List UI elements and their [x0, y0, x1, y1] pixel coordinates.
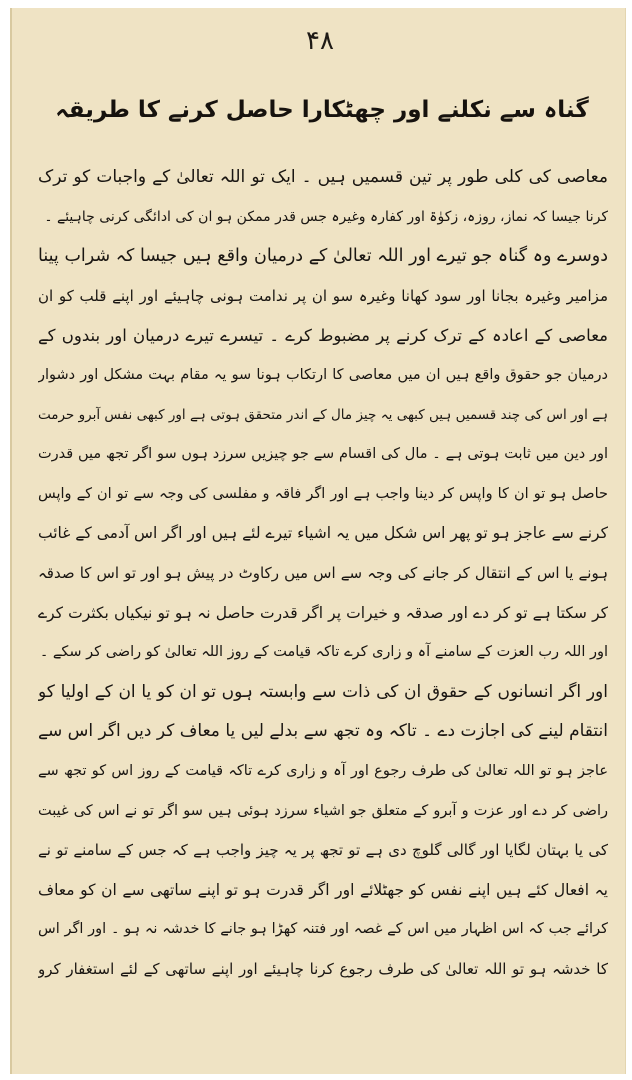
text-line: اور اللہ رب العزت کے سامنے آہ و زاری کرے تاکہ قیامت کے روز اللہ تعالیٰ کو راضی کر سکے ۔	[39, 644, 608, 661]
text-line: ہے اور اس کی چند قسمیں ہیں کبھی یہ چیز مال کے اندر متحقق ہوتی ہے اور کبھی نفس آبرو حرمت	[38, 406, 608, 423]
text-line: معاصی کے اعادہ کے ترک کرنے پر مضبوط کرے ۔ تیسرے تیرے درمیان اور بندوں کے	[38, 326, 608, 346]
text-line: دوسرے وہ گناہ جو تیرے اور اللہ تعالیٰ کے درمیان واقع ہیں جیسا کہ شراب پینا	[38, 246, 608, 267]
text-line: ہونے یا اس کے انتقال کر جانے کی وجہ سے اس میں رکاوٹ در پیش ہو اور تو اس کا صدقہ	[38, 563, 608, 582]
text-line: انتقام لینے کی اجازت دے ۔ تاکہ وہ تجھ سے بدلے لیں یا معاف کر دیں اگر اس سے	[38, 721, 608, 742]
chapter-title: گناہ سے نکلنے اور چھٹکارا حاصل کرنے کا طریقہ	[55, 97, 589, 123]
text-line: یہ افعال کئے ہیں اپنے نفس کو جھٹلائے اور اگر قدرت ہو تو اپنے ساتھی سے ان کو معاف	[38, 880, 608, 899]
text-line: کرائے جب کہ اس اظہار میں اس کے غصہ اور فتنہ کھڑا ہو جانے کا خدشہ نہ ہو ۔ اور اگر اس	[38, 921, 608, 938]
text-line: عاجز ہو تو اللہ تعالیٰ کی طرف رجوع اور آہ و زاری کرے تاکہ قیامت کے روز اس کو تجھ سے	[38, 762, 608, 779]
body-text	[38, 158, 608, 989]
text-line: کرنا جیسا کہ نماز، روزہ، زکوٰۃ اور کفارہ وغیرہ جس قدر ممکن ہو ان کی ادائگی کرنی چاہیئے ۔	[44, 208, 608, 225]
text-line: کر سکتا ہے تو کر دے اور صدقہ و خیرات پر اگر قدرت حاصل نہ ہو تو نیکیاں بکثرت کرے	[38, 603, 608, 622]
text-line: مزامیر وغیرہ بجانا اور سود کھانا وغیرہ سو ان پر ندامت ہونی چاہیئے اور اپنے قلب کو ان	[38, 286, 608, 305]
text-line: حاصل ہو تو ان کا واپس کر دینا واجب ہے اور اگر فاقہ و مفلسی کی وجہ سے تو ان کے واپس	[38, 485, 608, 502]
book-page	[10, 8, 626, 1074]
text-line: معاصی کی کلی طور پر تین قسمیں ہیں ۔ ایک تو اللہ تعالیٰ کے واجبات کو ترک	[38, 167, 608, 187]
text-line: راضی کر دے اور عزت و آبرو کے متعلق جو اشیاء سرزد ہوئی ہیں سو اگر تو نے اس کی غیبت	[38, 802, 608, 819]
text-line: درمیان جو حقوق واقع ہیں ان میں معاصی کا ارتکاب ہونا سو یہ مقام بہت مشکل اور دشوار	[38, 366, 608, 383]
text-line: اور دین میں ثابت ہوتی ہے ۔ مال کی اقسام سے جو چیزیں سرزد ہوں سو اگر تجھ میں قدرت	[38, 446, 608, 463]
text-line: کا خدشہ ہو تو اللہ تعالیٰ کی طرف رجوع کرنا چاہیئے اور اپنے ساتھی کے لئے استغفار کرو	[38, 959, 608, 978]
text-line: کرنے سے عاجز ہو تو پھر اس شکل میں یہ اشیاء تیرے لئے ہیں اور اگر اس آدمی کے غائب	[38, 524, 608, 543]
text-line: کی یا بہتان لگایا اور گالی گلوچ دی ہے تو تجھ پر یہ چیز واجب ہے کہ جس کے سامنے تو نے	[38, 841, 608, 860]
text-line: اور اگر انسانوں کے حقوق ان کی ذات سے وابستہ ہوں تو ان کو یا ان کے اولیا کو	[38, 681, 608, 702]
page-number: ۴۸	[306, 26, 334, 56]
